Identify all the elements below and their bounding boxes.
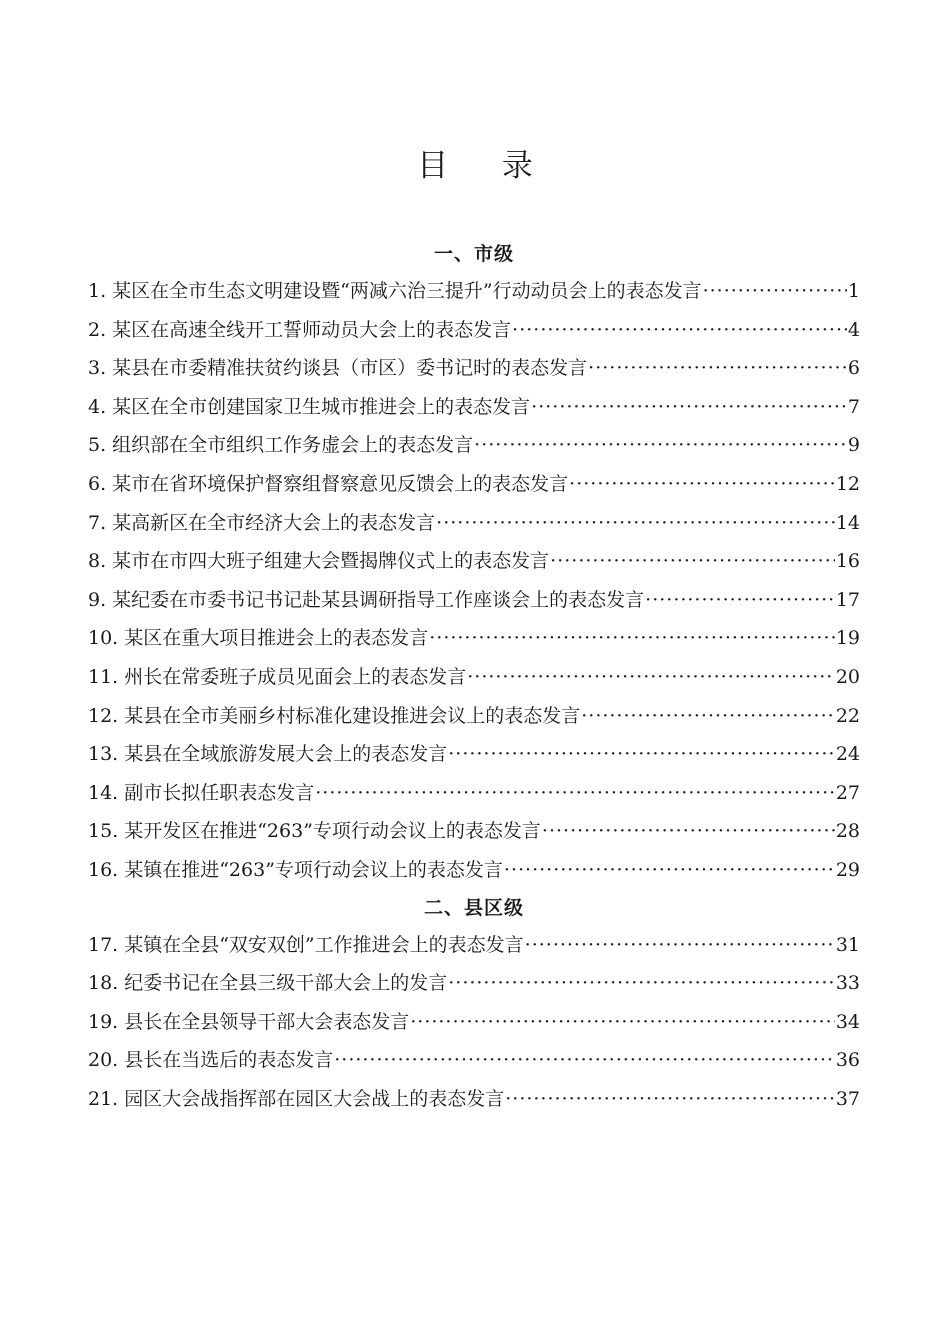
toc-entry[interactable] xyxy=(88,349,860,388)
toc-entry[interactable] xyxy=(88,1080,860,1119)
toc-page-number: 12 xyxy=(835,472,860,495)
toc-entry-title: 某区在高速全线开工誓师动员大会上的表态发言 xyxy=(112,318,512,341)
toc-page-number: 6 xyxy=(847,357,860,380)
toc-page-number: 33 xyxy=(835,972,860,995)
toc-entry-number: 10. xyxy=(88,627,119,650)
toc-page-number: 20 xyxy=(835,665,860,688)
toc-entry-title: 某区在全市生态文明建设暨“两减六治三提升”行动动员会上的表态发言 xyxy=(112,280,702,302)
toc-entry-number: 18. xyxy=(88,972,119,995)
toc-dot-leader xyxy=(410,1003,835,1042)
toc-dot-leader xyxy=(448,964,835,1003)
toc-page-number: 27 xyxy=(835,781,860,804)
toc-entry[interactable] xyxy=(88,619,860,658)
toc-entry[interactable] xyxy=(88,581,860,620)
toc-entry[interactable] xyxy=(88,658,860,697)
toc-dot-leader xyxy=(550,542,835,581)
toc-dot-leader xyxy=(504,851,835,890)
toc-dot-leader xyxy=(429,619,835,658)
toc-entry-title: 州长在常委班子成员见面会上的表态发言 xyxy=(124,665,467,688)
toc-entry-title: 某纪委在市委书记书记赴某县调研指导工作座谈会上的表态发言 xyxy=(112,588,645,611)
toc-entry[interactable] xyxy=(88,774,860,813)
toc-dot-leader xyxy=(645,581,835,620)
toc-entry[interactable] xyxy=(88,311,860,350)
toc-dot-leader xyxy=(581,697,835,736)
toc-entry[interactable] xyxy=(88,926,860,965)
toc-entry-title: 某区在全市创建国家卫生城市推进会上的表态发言 xyxy=(112,395,531,418)
page-title: 目 录 xyxy=(417,148,555,184)
toc-entry-number: 1. xyxy=(88,280,107,302)
toc-dot-leader xyxy=(334,1041,835,1080)
toc-entry-number: 3. xyxy=(88,357,107,380)
toc-entry-number: 8. xyxy=(88,550,107,573)
toc-entry-number: 7. xyxy=(88,511,107,534)
toc-entry-title: 县长在全县领导干部大会表态发言 xyxy=(124,1010,410,1033)
toc-dot-leader xyxy=(315,774,835,813)
toc-entry-title: 纪委书记在全县三级干部大会上的发言 xyxy=(124,972,448,995)
section-heading: 二、县区级 xyxy=(423,896,524,919)
toc-page-number: 19 xyxy=(835,627,860,650)
toc-entry-title: 某镇在全县“双安双创”工作推进会上的表态发言 xyxy=(124,933,524,956)
toc-page-number: 1 xyxy=(847,280,860,302)
toc-entry-number: 5. xyxy=(88,434,107,457)
toc-entry-title: 副市长拟任职表态发言 xyxy=(124,781,315,804)
toc-entry-number: 11. xyxy=(88,665,119,688)
toc-entry-title: 县长在当选后的表态发言 xyxy=(124,1049,334,1072)
toc-dot-leader xyxy=(525,926,835,965)
toc-entry[interactable] xyxy=(88,735,860,774)
toc-dot-leader xyxy=(542,812,835,851)
section-heading: 一、市级 xyxy=(433,243,514,265)
toc-dot-leader xyxy=(531,388,847,427)
toc-entry[interactable] xyxy=(88,964,860,1003)
toc-entry-number: 19. xyxy=(88,1010,119,1033)
toc-page-number: 31 xyxy=(835,933,860,956)
toc-page-number: 36 xyxy=(835,1049,860,1072)
toc-dot-leader xyxy=(505,1080,835,1119)
toc-entry-number: 16. xyxy=(88,858,119,881)
toc-entry-title: 某市在市四大班子组建大会暨揭牌仪式上的表态发言 xyxy=(112,550,550,573)
toc-entry-title: 园区大会战指挥部在园区大会战上的表态发言 xyxy=(124,1087,505,1110)
toc-entry[interactable] xyxy=(88,851,860,890)
toc-page-number: 17 xyxy=(835,588,860,611)
toc-entry[interactable] xyxy=(88,812,860,851)
toc-page-number: 24 xyxy=(835,743,860,766)
toc-entry[interactable] xyxy=(88,465,860,504)
table-of-contents xyxy=(88,236,860,1118)
toc-entry-number: 15. xyxy=(88,820,119,843)
toc-page-number: 4 xyxy=(847,318,860,341)
toc-dot-leader xyxy=(474,426,847,465)
toc-page-number: 14 xyxy=(835,511,860,534)
toc-entry-title: 某高新区在全市经济大会上的表态发言 xyxy=(112,511,436,534)
toc-page-number: 9 xyxy=(847,434,860,457)
toc-entry[interactable] xyxy=(88,504,860,543)
toc-entry-title: 某县在市委精准扶贫约谈县（市区）委书记时的表态发言 xyxy=(112,357,588,380)
toc-entry-title: 某开发区在推进“263”专项行动会议上的表态发言 xyxy=(124,820,541,843)
toc-entry[interactable] xyxy=(88,1041,860,1080)
toc-entry[interactable] xyxy=(88,542,860,581)
toc-dot-leader xyxy=(569,465,835,504)
toc-entry[interactable] xyxy=(88,426,860,465)
toc-entry[interactable] xyxy=(88,272,860,311)
toc-entry-number: 12. xyxy=(88,704,119,727)
toc-entry-title: 某镇在推进“263”专项行动会议上的表态发言 xyxy=(124,858,503,881)
toc-entry-title: 某区在重大项目推进会上的表态发言 xyxy=(124,627,429,650)
toc-dot-leader xyxy=(467,658,835,697)
toc-page-number: 34 xyxy=(835,1010,860,1033)
toc-page-number: 28 xyxy=(835,820,860,843)
toc-entry-number: 20. xyxy=(88,1049,119,1072)
toc-entry-title: 某市在省环境保护督察组督察意见反馈会上的表态发言 xyxy=(112,472,569,495)
toc-entry-number: 17. xyxy=(88,933,119,956)
toc-dot-leader xyxy=(436,504,835,543)
toc-entry-title: 组织部在全市组织工作务虚会上的表态发言 xyxy=(112,434,474,457)
toc-entry-number: 6. xyxy=(88,472,107,495)
toc-page-number: 29 xyxy=(835,858,860,881)
toc-entry-number: 4. xyxy=(88,395,107,418)
toc-entry-number: 2. xyxy=(88,318,107,341)
toc-entry[interactable] xyxy=(88,697,860,736)
toc-dot-leader xyxy=(448,735,835,774)
toc-dot-leader xyxy=(703,272,847,311)
toc-dot-leader xyxy=(588,349,847,388)
toc-entry-number: 13. xyxy=(88,743,119,766)
toc-entry-title: 某县在全域旅游发展大会上的表态发言 xyxy=(124,743,448,766)
toc-entry-title: 某县在全市美丽乡村标准化建设推进会议上的表态发言 xyxy=(124,704,581,727)
toc-entry-number: 14. xyxy=(88,781,119,804)
toc-dot-leader xyxy=(512,311,847,350)
toc-page-number: 37 xyxy=(835,1087,860,1110)
toc-page-number: 22 xyxy=(835,704,860,727)
toc-entry-number: 9. xyxy=(88,588,107,611)
toc-entry-number: 21. xyxy=(88,1087,119,1110)
toc-page-number: 7 xyxy=(847,395,860,418)
toc-entry[interactable] xyxy=(88,1003,860,1042)
toc-page-number: 16 xyxy=(835,550,860,573)
toc-entry[interactable] xyxy=(88,388,860,427)
